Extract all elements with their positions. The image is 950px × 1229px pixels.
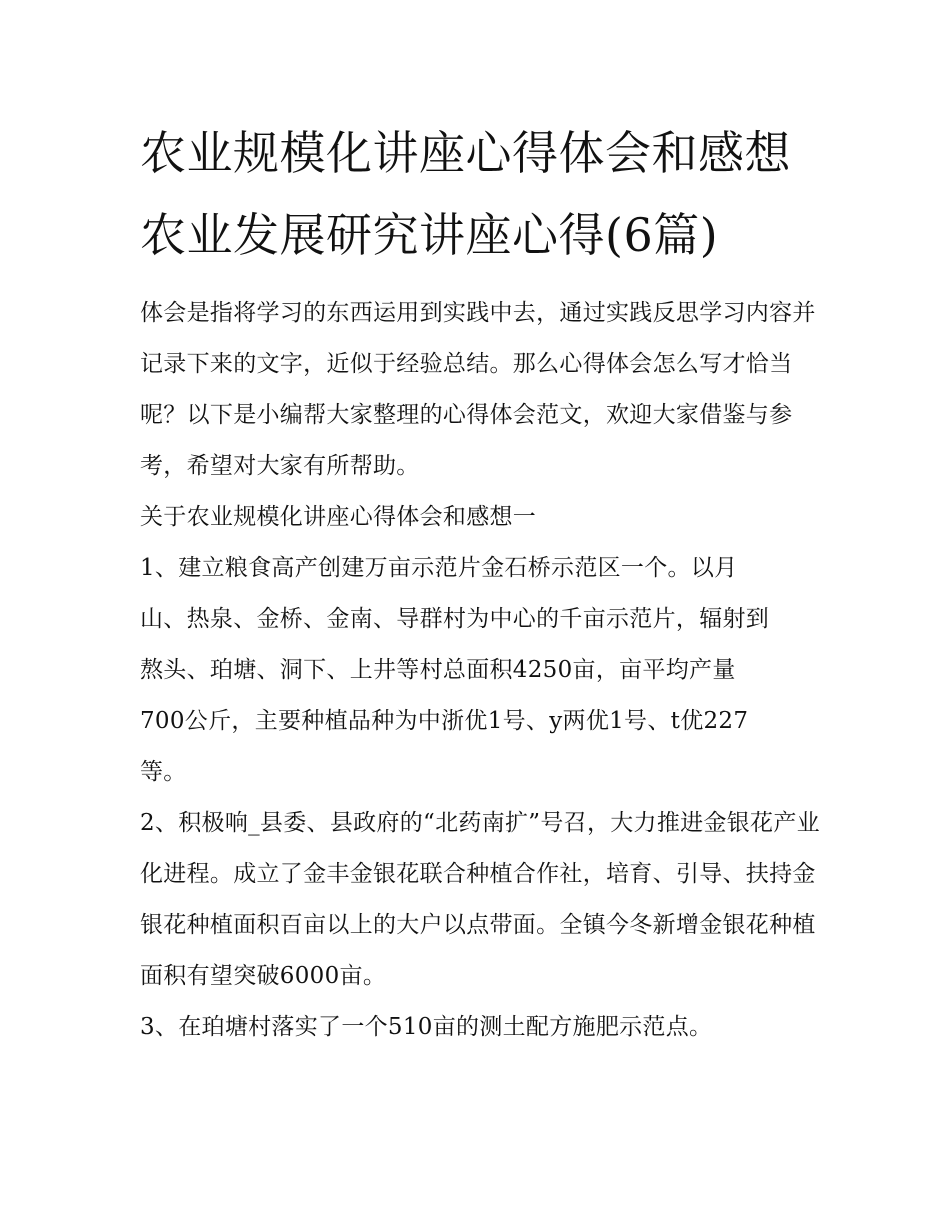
section-heading: 关于农业规模化讲座心得体会和感想一 [140,504,537,530]
list-item-2: 2、积极响_县委、县政府的“北药南扩”号召，大力推进金银花产业化进程。成立了金丰金银花联合种植合作社，培育、引导、扶持金银花种植面积百亩以上的大户以点带面。全镇今冬新增金银花种植面积有望突破6000亩。 [140,810,820,989]
list-item-3: 3、在珀塘村落实了一个510亩的测土配方施肥示范点。 [140,1014,713,1040]
document-page [140,112,820,1053]
list-item-1: 1、建立粮食高产创建万亩示范片金石桥示范区一个。以月山、热泉、金桥、金南、导群村为中心的千亩示范片，辐射到熬头、珀塘、洞下、上井等村总面积4250亩，亩平均产量700公斤，主要种植品种为中浙优1号、y两优1号、t优227等。 [140,555,770,785]
document-title: 农业规模化讲座心得体会和感想 农业发展研究讲座心得(6篇) [140,126,791,262]
intro-paragraph: 体会是指将学习的东西运用到实践中去，通过实践反思学习内容并记录下来的文字，近似于经验总结。那么心得体会怎么写才恰当呢？以下是小编帮大家整理的心得体会范文，欢迎大家借鉴与参考，希望对大家有所帮助。 [140,300,816,479]
